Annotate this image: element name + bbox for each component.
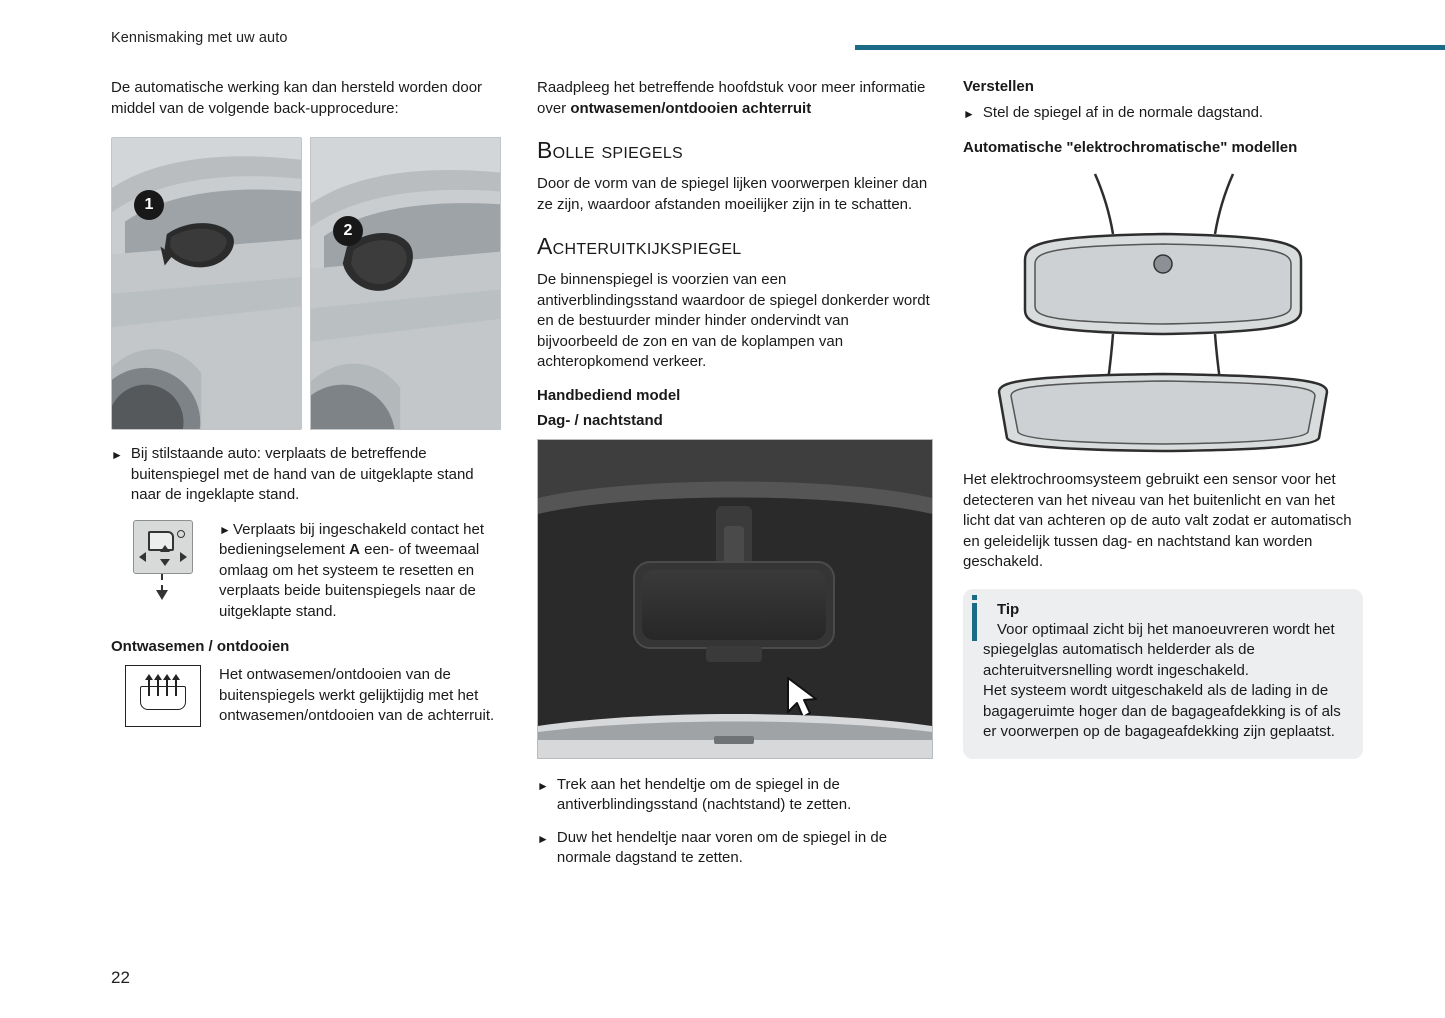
bullet-arrow-icon: ►: [963, 107, 975, 121]
achteruit-paragraph: De binnenspiegel is voorzien van een antiverblindingsstand waardoor de spiegel donkerder wordt en de bestuurder minder hinder ondervindt van bijvoorbeeld de zon en van de koplampen van achteropkomend verkeer.: [537, 271, 930, 370]
column-right: [963, 78, 1363, 759]
tip-box: [963, 589, 1363, 759]
heading-bolle-spiegels: Bolle spiegels: [537, 137, 683, 163]
electrochromatic-mirror-drawing: [963, 164, 1363, 454]
column-left: [111, 78, 501, 727]
mirror-control-icon: [133, 520, 193, 574]
figure-badge-2: 2: [333, 216, 363, 246]
bullet-arrow-icon: ►: [537, 778, 549, 793]
interior-mirror-illustration: [538, 440, 932, 758]
tip-paragraph-2: Het systeem wordt uitgeschakeld als de lading in de bagageruimte hoger dan de bagageafdekking is of als er voorwerpen op de bagageafdekking zijn geplaatst.: [983, 682, 1341, 740]
downward-dashed-arrow-icon: [133, 574, 191, 604]
figure-exterior-mirrors: [111, 137, 501, 430]
bullet-push-lever: [537, 828, 931, 869]
control-letter: A: [349, 541, 360, 558]
bullet-manual-fold: [111, 444, 501, 506]
control-dot-icon: [177, 530, 185, 538]
car-illustration-2: [310, 138, 501, 430]
control-text-pre: Verplaats bij ingeschakeld contact het bedieningselement: [219, 520, 484, 558]
reference-text-bold: ontwasemen/ontdooien achterruit: [570, 99, 812, 117]
figure-badge-1: 1: [134, 190, 164, 220]
bullet-arrow-icon: ►: [219, 522, 231, 537]
control-icon-wrap: [111, 520, 203, 604]
reference-paragraph: [537, 78, 931, 119]
arrow-right-icon: [180, 552, 187, 562]
page-number: 22: [111, 968, 130, 987]
column-middle: [537, 78, 931, 881]
tip-title: Tip: [997, 600, 1020, 618]
heading-dag-nacht: Dag- / nachtstand: [537, 411, 663, 429]
info-icon-dot: [972, 595, 977, 600]
bullet-text: Bij stilstaande auto: verplaats de betreffende buitenspiegel met de hand van de uitgeklapte stand naar de ingeklapte stand.: [130, 445, 474, 503]
electro-paragraph: Het elektrochroomsysteem gebruikt een sensor voor het detecteren van het niveau van het buitenlicht en van het licht dat van achteren op de auto valt zodat er automatisch en geleidelijk tussen dag- en nachtstand kan worden geschakeld.: [963, 471, 1352, 570]
figure-electrochromatic-mirror: [963, 164, 1363, 454]
defrost-window-shape: [140, 686, 186, 710]
bullet-text: Trek aan het hendeltje om de spiegel in de antiverblindingsstand (nachtstand) te zetten.: [556, 775, 852, 813]
bolle-paragraph: Door de vorm van de spiegel lijken voorwerpen kleiner dan ze zijn, waardoor afstanden moeilijker zijn in te schatten.: [537, 175, 928, 213]
heading-defrost: Ontwasemen / ontdooien: [111, 638, 290, 655]
control-text-post: een- of tweemaal omlaag om het systeem te resetten en verplaats beide buitenspiegels naar de uitgeklapte stand.: [219, 541, 480, 620]
bullet-arrow-icon: ►: [537, 831, 549, 846]
bullet-pull-lever: [537, 775, 931, 816]
arrow-left-icon: [139, 552, 146, 562]
header-rule: [855, 45, 1445, 50]
bullet-adjust-mirror: [963, 103, 1363, 125]
figure-pane-1: [111, 137, 302, 430]
tip-paragraph-1: Voor optimaal zicht bij het manoeuvreren wordt het spiegelglas automatisch helderder als de achteruitversnelling wordt ingeschakeld.: [983, 620, 1335, 679]
control-reset-text: [219, 520, 501, 623]
info-icon-bar: [972, 603, 977, 641]
arrow-up-icon: [160, 545, 170, 552]
header-title: Kennismaking met uw auto: [111, 30, 288, 46]
reference-text-pre: Raadpleeg het betreffende hoofdstuk voor meer informatie over: [537, 79, 926, 117]
bullet-arrow-icon: ►: [111, 448, 123, 462]
defrost-icon: [125, 665, 201, 727]
arrow-head: [156, 590, 168, 600]
control-reset-block: [111, 520, 501, 623]
figure-interior-mirror: [537, 439, 933, 759]
figure-pane-2: [310, 137, 501, 430]
intro-paragraph: De automatische werking kan dan hersteld worden door middel van de volgende back-upprocedure:: [111, 79, 483, 117]
bullet-text: Stel de spiegel af in de normale dagstand.: [982, 104, 1264, 121]
heading-verstellen: Verstellen: [963, 78, 1034, 95]
car-illustration-1: [111, 138, 302, 430]
arrow-down-icon: [160, 559, 170, 566]
heading-automatische-modellen: Automatische "elektrochromatische" modellen: [963, 139, 1298, 156]
heading-achteruitkijkspiegel: Achteruitkijkspiegel: [537, 233, 742, 259]
defrost-block: [111, 665, 501, 727]
bullet-text: Duw het hendeltje naar voren om de spiegel in de normale dagstand te zetten.: [556, 828, 888, 866]
defrost-text: Het ontwasemen/ontdooien van de buitenspiegels werkt gelijktijdig met het ontwasemen/ontdooien van de achterruit.: [219, 666, 495, 724]
heading-handbediend: Handbediend model: [537, 386, 681, 404]
dashed-line: [161, 574, 163, 591]
